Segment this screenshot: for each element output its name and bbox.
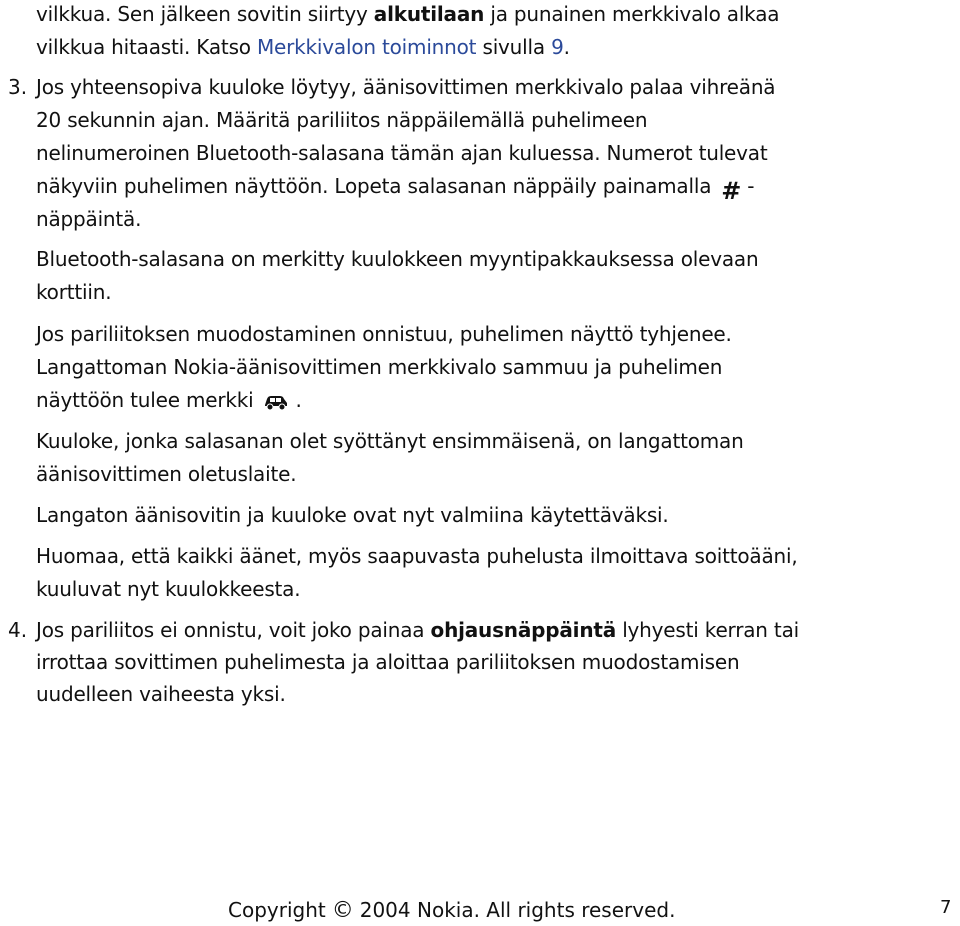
intro-text: ja punainen merkkivalo alkaa xyxy=(484,2,780,26)
passcode-note-line-1: Bluetooth-salasana on merkitty kuulokkeen myyntipakkauksessa olevaan xyxy=(36,247,759,271)
intro-line-1 xyxy=(36,0,779,28)
copyright-footer xyxy=(228,896,675,925)
success-line-2: Langattoman Nokia-äänisovittimen merkkivalo sammuu ja puhelimen xyxy=(36,355,723,379)
hash-key-icon: # xyxy=(721,177,742,205)
page-reference-link[interactable]: 9 xyxy=(551,35,564,59)
cross-reference-link[interactable]: Merkkivalon toiminnot xyxy=(256,35,477,59)
ready-line: Langaton äänisovitin ja kuuloke ovat nyt valmiina käytettäväksi. xyxy=(36,503,669,527)
success-text: näyttöön tulee merkki xyxy=(36,388,254,412)
note-line-1: Huomaa, että kaikki äänet, myös saapuvasta puhelusta ilmoittava soittoääni, xyxy=(36,544,798,568)
step4-text: Jos pariliitos ei onnistu, voit joko painaa xyxy=(36,618,431,642)
default-device-line-1: Kuuloke, jonka salasanan olet syöttänyt ensimmäisenä, on langattoman xyxy=(36,429,744,453)
success-line-3 xyxy=(36,386,302,414)
intro-bold-term: alkutilaan xyxy=(373,2,485,26)
step3-line-5: näppäintä. xyxy=(36,207,142,231)
success-text: . xyxy=(295,388,302,412)
success-line-1: Jos pariliitoksen muodostaminen onnistuu, puhelimen näyttö tyhjenee. xyxy=(36,322,732,346)
passcode-note-line-2: korttiin. xyxy=(36,280,112,304)
copyright-label: Copyright xyxy=(228,898,326,922)
intro-text: sivulla xyxy=(476,35,552,59)
step3-text: - xyxy=(747,174,755,198)
intro-line-2 xyxy=(36,33,570,61)
step4-text: lyhyesti kerran tai xyxy=(616,618,799,642)
step3-line-2: 20 sekunnin ajan. Määritä pariliitos näppäilemällä puhelimeen xyxy=(36,108,648,132)
step3-line-1: Jos yhteensopiva kuuloke löytyy, äänisovittimen merkkivalo palaa vihreänä xyxy=(36,75,776,99)
copyright-symbol-icon: © xyxy=(331,898,354,923)
page-number: 7 xyxy=(940,897,952,918)
intro-text: vilkkua. Sen jälkeen sovitin siirtyy xyxy=(36,2,374,26)
intro-text: . xyxy=(563,35,570,59)
car-kit-icon xyxy=(262,390,290,408)
intro-text: vilkkua hitaasti. Katso xyxy=(36,35,257,59)
step-number: 3. xyxy=(8,75,28,99)
copyright-text: 2004 Nokia. All rights reserved. xyxy=(359,898,676,922)
step-number: 4. xyxy=(8,618,28,642)
default-device-line-2: äänisovittimen oletuslaite. xyxy=(36,462,297,486)
step4-line-2: irrottaa sovittimen puhelimesta ja aloittaa pariliitoksen muodostamisen xyxy=(36,650,740,674)
step4-line-1 xyxy=(36,616,799,644)
step3-line-4 xyxy=(36,172,755,205)
step4-bold-term: ohjausnäppäintä xyxy=(430,618,617,642)
step4-line-3: uudelleen vaiheesta yksi. xyxy=(36,682,286,706)
step3-text: näkyviin puhelimen näyttöön. Lopeta salasanan näppäily painamalla xyxy=(36,174,712,198)
step3-line-3: nelinumeroinen Bluetooth-salasana tämän ajan kuluessa. Numerot tulevat xyxy=(36,141,768,165)
note-line-2: kuuluvat nyt kuulokkeesta. xyxy=(36,577,301,601)
